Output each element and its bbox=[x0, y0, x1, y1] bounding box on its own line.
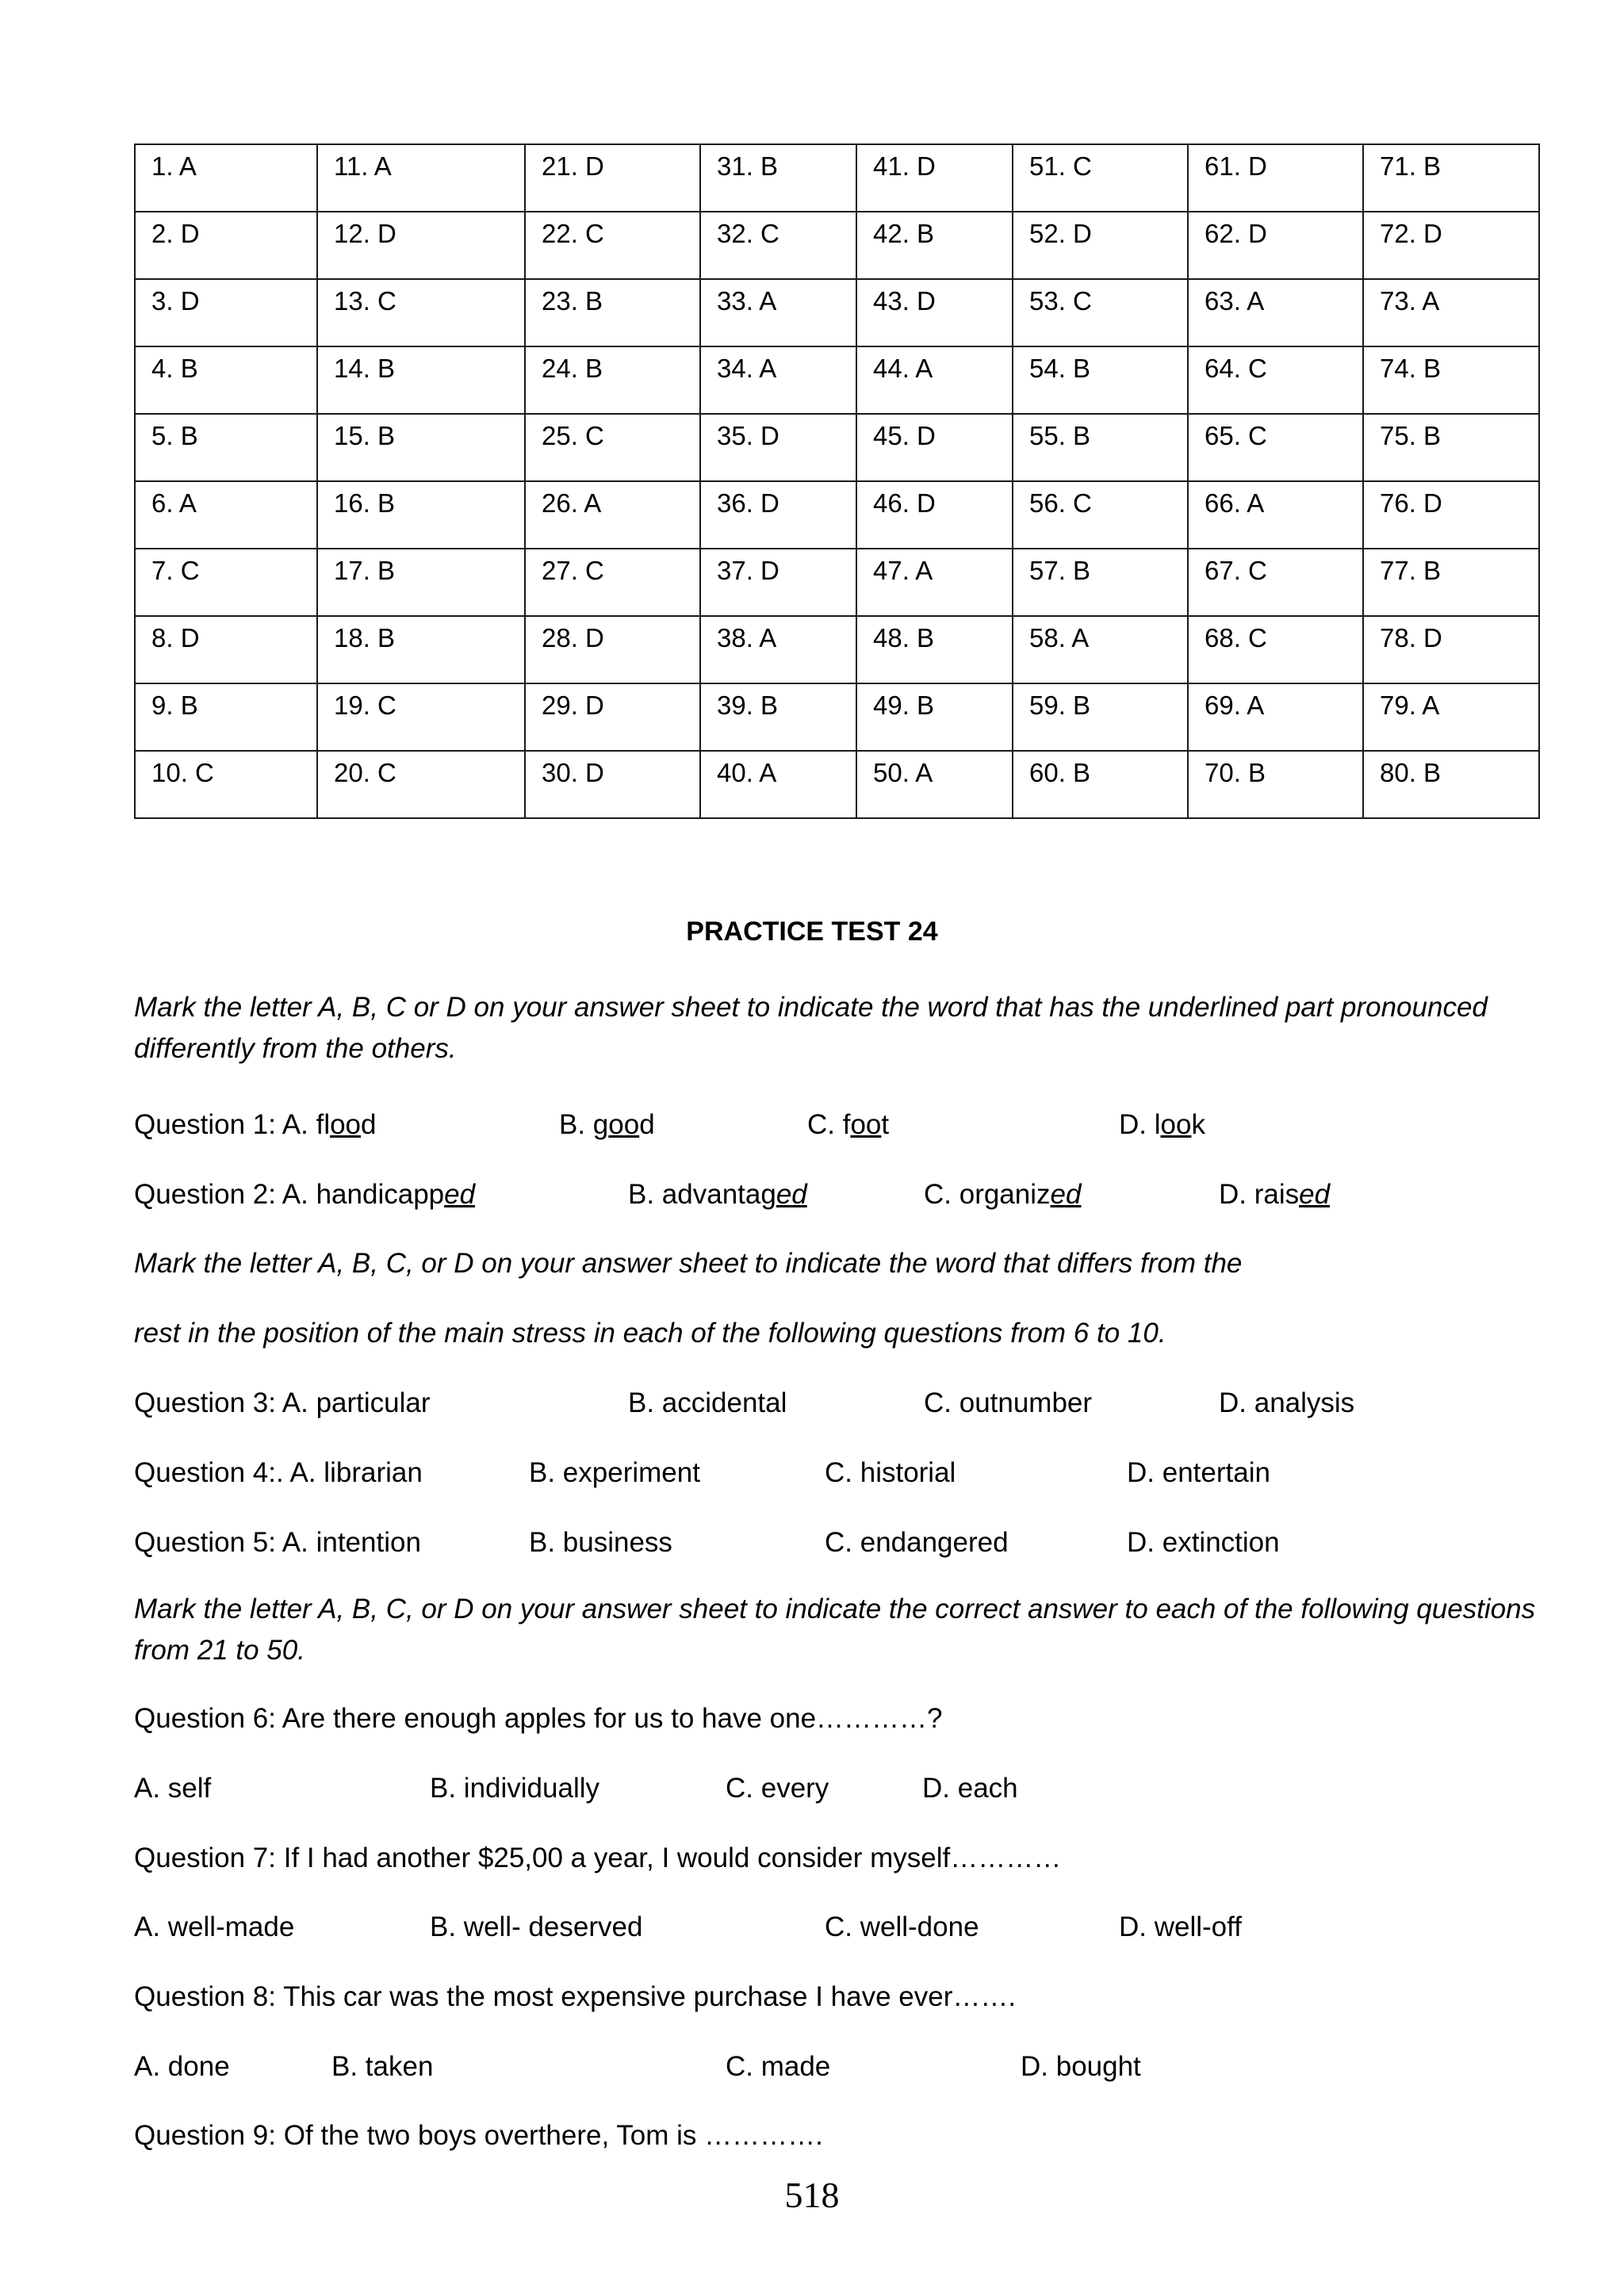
answer-cell: 71. B bbox=[1363, 144, 1539, 212]
answer-cell: 35. D bbox=[700, 414, 856, 481]
question-1-option-c: C. foot bbox=[807, 1109, 890, 1140]
question-5: Question 5: A. intention bbox=[134, 1527, 421, 1558]
question-3: Question 3: A. particular bbox=[134, 1387, 431, 1418]
table-row bbox=[135, 751, 1539, 818]
table-row bbox=[135, 481, 1539, 549]
question-8-option-b: B. taken bbox=[331, 2051, 434, 2082]
question-2: Question 2: A. handicapped bbox=[134, 1179, 476, 1210]
question-8-option-c: C. made bbox=[726, 2051, 831, 2082]
question-1-option-d: D. look bbox=[1119, 1109, 1205, 1140]
answer-cell: 10. C bbox=[135, 751, 317, 818]
question-4-option-c: C. historial bbox=[825, 1457, 956, 1488]
table-row bbox=[135, 414, 1539, 481]
instruction-correct-answer: Mark the letter A, B, C, or D on your answer sheet to indicate the correct answer to each of the following questions from 21 to 50. bbox=[134, 1594, 1536, 1666]
answer-cell: 44. A bbox=[856, 346, 1013, 414]
question-7-option-c: C. well-done bbox=[825, 1911, 979, 1942]
answer-cell: 72. D bbox=[1363, 212, 1539, 279]
question-4-option-b: B. experiment bbox=[529, 1457, 700, 1488]
answer-cell: 15. B bbox=[317, 414, 525, 481]
question-6-option-a: A. self bbox=[134, 1773, 212, 1804]
answer-cell: 37. D bbox=[700, 549, 856, 616]
answer-cell: 12. D bbox=[317, 212, 525, 279]
answer-cell: 63. A bbox=[1188, 279, 1363, 346]
answer-cell: 8. D bbox=[135, 616, 317, 683]
answer-cell: 30. D bbox=[525, 751, 700, 818]
table-row bbox=[135, 616, 1539, 683]
answer-cell: 57. B bbox=[1013, 549, 1188, 616]
answer-cell: 53. C bbox=[1013, 279, 1188, 346]
question-3-option-c: C. outnumber bbox=[924, 1387, 1093, 1418]
answer-cell: 21. D bbox=[525, 144, 700, 212]
answer-cell: 69. A bbox=[1188, 683, 1363, 751]
answer-cell: 43. D bbox=[856, 279, 1013, 346]
answer-cell: 49. B bbox=[856, 683, 1013, 751]
answer-cell: 22. C bbox=[525, 212, 700, 279]
answer-cell: 1. A bbox=[135, 144, 317, 212]
answer-cell: 73. A bbox=[1363, 279, 1539, 346]
answer-cell: 65. C bbox=[1188, 414, 1363, 481]
question-4: Question 4:. A. librarian bbox=[134, 1457, 423, 1488]
answer-cell: 60. B bbox=[1013, 751, 1188, 818]
answer-cell: 24. B bbox=[525, 346, 700, 414]
answer-cell: 7. C bbox=[135, 549, 317, 616]
answer-cell: 64. C bbox=[1188, 346, 1363, 414]
answer-cell: 47. A bbox=[856, 549, 1013, 616]
answer-cell: 38. A bbox=[700, 616, 856, 683]
answer-cell: 36. D bbox=[700, 481, 856, 549]
answer-cell: 40. A bbox=[700, 751, 856, 818]
table-row bbox=[135, 144, 1539, 212]
answer-cell: 48. B bbox=[856, 616, 1013, 683]
answer-cell: 2. D bbox=[135, 212, 317, 279]
answer-cell: 78. D bbox=[1363, 616, 1539, 683]
answer-cell: 68. C bbox=[1188, 616, 1363, 683]
answer-cell: 59. B bbox=[1013, 683, 1188, 751]
question-5-option-d: D. extinction bbox=[1127, 1527, 1280, 1558]
answer-cell: 23. B bbox=[525, 279, 700, 346]
question-6-stem: Question 6: Are there enough apples for us to have one…………? bbox=[134, 1703, 943, 1734]
question-8-option-a: A. done bbox=[134, 2051, 230, 2082]
page-number: 518 bbox=[784, 2175, 840, 2215]
answer-cell: 31. B bbox=[700, 144, 856, 212]
answer-cell: 67. C bbox=[1188, 549, 1363, 616]
question-4-option-d: D. entertain bbox=[1127, 1457, 1270, 1488]
instruction-stress-line2: rest in the position of the main stress in each of the following questions from 6 to 10. bbox=[134, 1318, 1166, 1349]
answer-cell: 55. B bbox=[1013, 414, 1188, 481]
answer-cell: 70. B bbox=[1188, 751, 1363, 818]
table-row bbox=[135, 683, 1539, 751]
answer-cell: 11. A bbox=[317, 144, 525, 212]
answer-cell: 16. B bbox=[317, 481, 525, 549]
answer-cell: 4. B bbox=[135, 346, 317, 414]
answer-cell: 41. D bbox=[856, 144, 1013, 212]
table-row bbox=[135, 212, 1539, 279]
answer-cell: 50. A bbox=[856, 751, 1013, 818]
answer-key-table bbox=[134, 144, 1540, 819]
answer-cell: 13. C bbox=[317, 279, 525, 346]
answer-cell: 66. A bbox=[1188, 481, 1363, 549]
answer-cell: 62. D bbox=[1188, 212, 1363, 279]
question-6-option-d: D. each bbox=[922, 1773, 1018, 1804]
answer-cell: 9. B bbox=[135, 683, 317, 751]
answer-cell: 3. D bbox=[135, 279, 317, 346]
instruction-pronunciation: Mark the letter A, B, C or D on your answer sheet to indicate the word that has the underlined part pronounced differently from the others. bbox=[134, 992, 1488, 1064]
answer-cell: 26. A bbox=[525, 481, 700, 549]
answer-cell: 75. B bbox=[1363, 414, 1539, 481]
question-9-stem: Question 9: Of the two boys overthere, Tom is …………. bbox=[134, 2120, 823, 2151]
question-3-option-d: D. analysis bbox=[1219, 1387, 1355, 1418]
answer-cell: 58. A bbox=[1013, 616, 1188, 683]
answer-cell: 25. C bbox=[525, 414, 700, 481]
page-title: PRACTICE TEST 24 bbox=[686, 916, 938, 947]
question-2-option-b: B. advantaged bbox=[628, 1179, 807, 1210]
question-2-option-c: C. organized bbox=[924, 1179, 1082, 1210]
question-7-stem: Question 7: If I had another $25,00 a year, I would consider myself………… bbox=[134, 1843, 1062, 1873]
answer-cell: 80. B bbox=[1363, 751, 1539, 818]
question-1-option-b: B. good bbox=[559, 1109, 655, 1140]
question-6-option-c: C. every bbox=[726, 1773, 829, 1804]
answer-cell: 54. B bbox=[1013, 346, 1188, 414]
table-row bbox=[135, 346, 1539, 414]
answer-cell: 42. B bbox=[856, 212, 1013, 279]
answer-cell: 5. B bbox=[135, 414, 317, 481]
answer-cell: 61. D bbox=[1188, 144, 1363, 212]
answer-cell: 46. D bbox=[856, 481, 1013, 549]
table-row bbox=[135, 279, 1539, 346]
answer-cell: 20. C bbox=[317, 751, 525, 818]
question-2-option-d: D. raised bbox=[1219, 1179, 1331, 1210]
question-8-option-d: D. bought bbox=[1021, 2051, 1141, 2082]
answer-cell: 6. A bbox=[135, 481, 317, 549]
question-6-option-b: B. individually bbox=[430, 1773, 599, 1804]
question-3-option-b: B. accidental bbox=[628, 1387, 787, 1418]
answer-cell: 51. C bbox=[1013, 144, 1188, 212]
answer-cell: 56. C bbox=[1013, 481, 1188, 549]
answer-cell: 45. D bbox=[856, 414, 1013, 481]
answer-cell: 77. B bbox=[1363, 549, 1539, 616]
answer-cell: 33. A bbox=[700, 279, 856, 346]
answer-cell: 52. D bbox=[1013, 212, 1188, 279]
answer-cell: 27. C bbox=[525, 549, 700, 616]
answer-cell: 29. D bbox=[525, 683, 700, 751]
question-7-option-b: B. well- deserved bbox=[430, 1911, 643, 1942]
answer-cell: 74. B bbox=[1363, 346, 1539, 414]
answer-cell: 79. A bbox=[1363, 683, 1539, 751]
instruction-stress-line1: Mark the letter A, B, C, or D on your answer sheet to indicate the word that differs from the bbox=[134, 1248, 1243, 1279]
table-row bbox=[135, 549, 1539, 616]
answer-cell: 19. C bbox=[317, 683, 525, 751]
answer-cell: 34. A bbox=[700, 346, 856, 414]
question-7-option-a: A. well-made bbox=[134, 1911, 295, 1942]
answer-cell: 14. B bbox=[317, 346, 525, 414]
question-1: Question 1: A. flood bbox=[134, 1109, 377, 1140]
answer-cell: 39. B bbox=[700, 683, 856, 751]
answer-cell: 18. B bbox=[317, 616, 525, 683]
answer-cell: 32. C bbox=[700, 212, 856, 279]
question-7-option-d: D. well-off bbox=[1119, 1911, 1242, 1942]
answer-key-body bbox=[135, 144, 1539, 818]
answer-cell: 17. B bbox=[317, 549, 525, 616]
answer-cell: 28. D bbox=[525, 616, 700, 683]
answer-cell: 76. D bbox=[1363, 481, 1539, 549]
question-5-option-b: B. business bbox=[529, 1527, 672, 1558]
question-5-option-c: C. endangered bbox=[825, 1527, 1009, 1558]
question-8-stem: Question 8: This car was the most expensive purchase I have ever……. bbox=[134, 1981, 1017, 2012]
